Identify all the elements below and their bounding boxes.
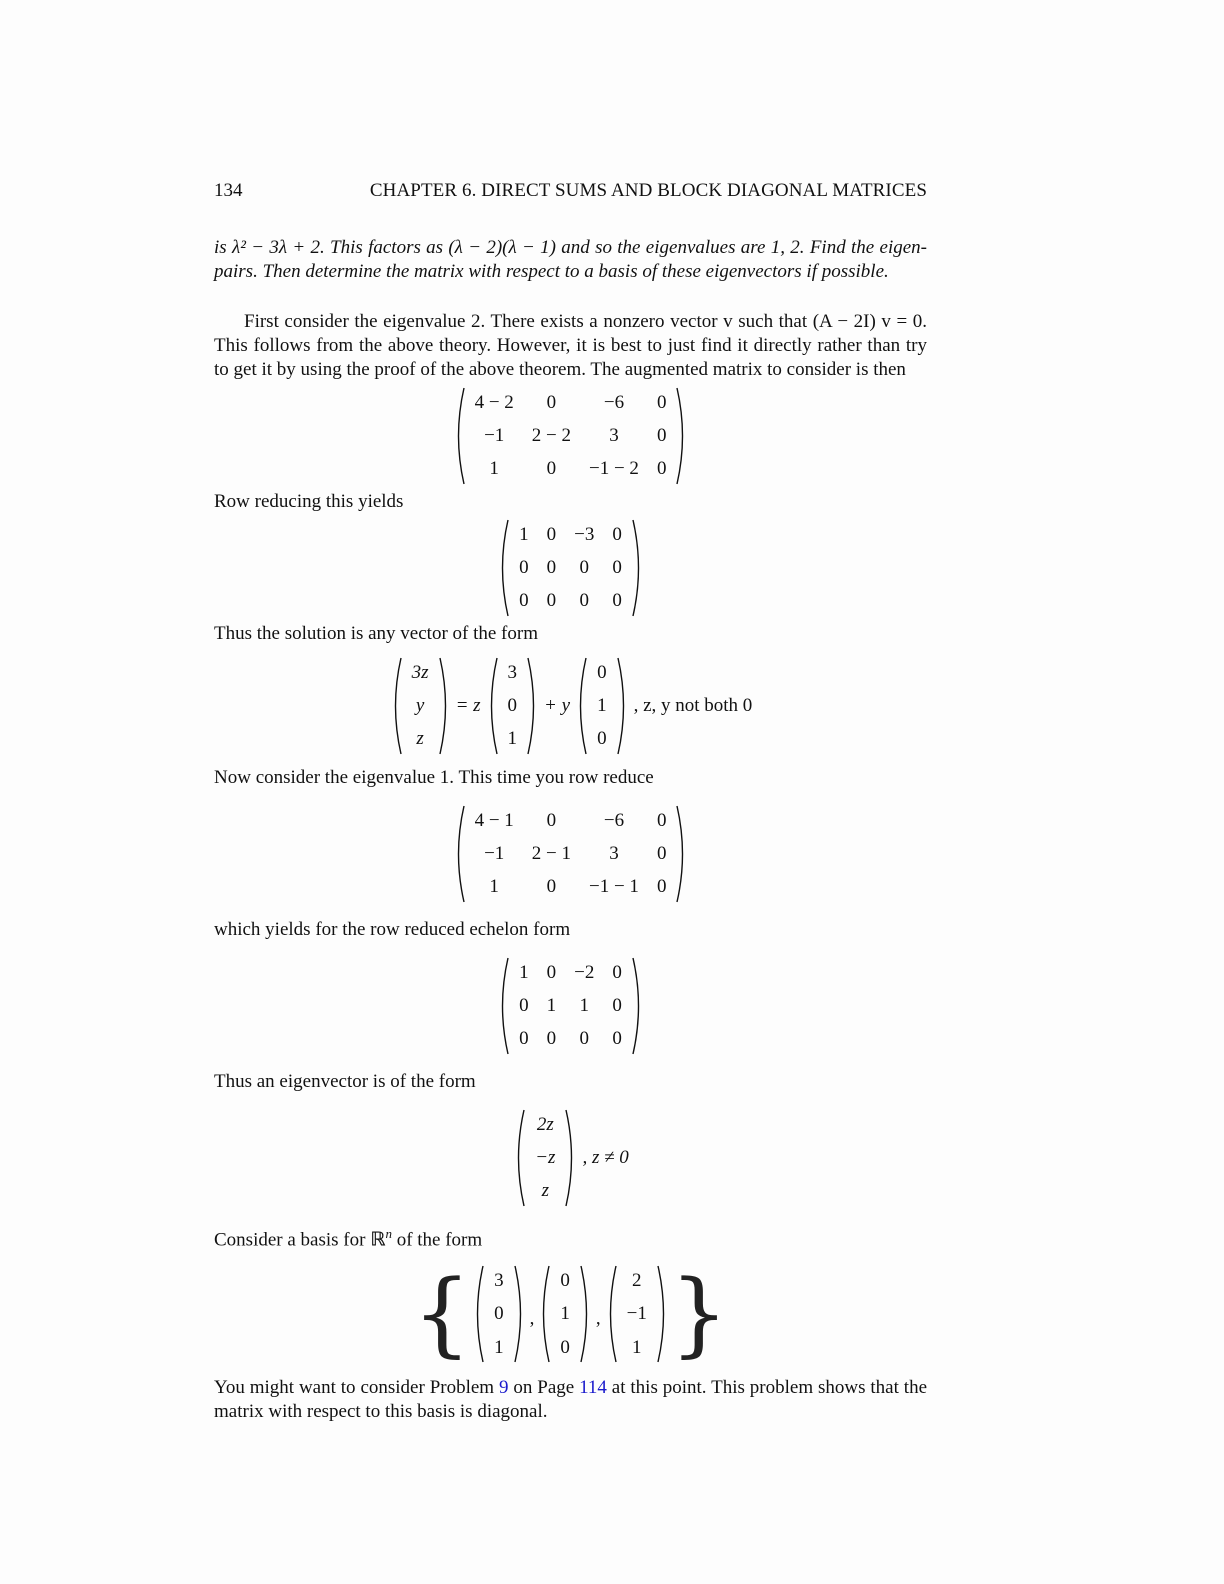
matrix-cell: 0 <box>656 391 667 413</box>
vector-row <box>499 689 527 722</box>
matrix-cell: 0 <box>519 590 529 612</box>
vector-entry: 1 <box>597 694 607 716</box>
matrix-cell: 0 <box>546 876 557 898</box>
matrix-cells <box>466 386 676 486</box>
matrix <box>452 386 690 486</box>
matrix-cells <box>510 956 631 1056</box>
matrix-cell: 0 <box>579 590 589 612</box>
matrix-cell: 4 − 1 <box>474 809 514 831</box>
augmented-matrix-2 <box>214 804 927 904</box>
left-paren <box>485 656 499 756</box>
vector-cells <box>526 1108 564 1208</box>
reduced-matrix-2 <box>214 956 927 1056</box>
matrix-cell: 0 <box>579 1028 589 1050</box>
matrix <box>496 956 645 1056</box>
left-paren <box>574 656 588 756</box>
page-link[interactable]: 114 <box>579 1377 607 1399</box>
vector-entry: 0 <box>494 1303 504 1325</box>
superscript-n: n <box>385 1226 392 1241</box>
right-brace: } <box>669 1260 729 1368</box>
left-paren <box>537 1264 551 1364</box>
closing-text-1: You might want to consider Problem <box>214 1377 499 1399</box>
vector-row <box>403 723 438 756</box>
vector-row <box>588 656 616 689</box>
problem-link[interactable]: 9 <box>498 1377 509 1399</box>
vector-entry: 2 <box>632 1269 642 1291</box>
vector-row <box>526 1141 564 1174</box>
text-solution-form: Thus the solution is any vector of the form <box>214 623 538 644</box>
vector-entry: 3 <box>507 661 518 683</box>
matrix-cell: 1 <box>579 994 589 1016</box>
right-paren <box>631 518 645 618</box>
matrix-cell: 0 <box>656 876 667 898</box>
basis-set <box>214 1260 927 1368</box>
basis-vector-1 <box>471 1264 527 1364</box>
reals-symbol: ℝ <box>370 1228 386 1251</box>
text-eigenvector-form: Thus an eigenvector is of the form <box>214 1071 476 1092</box>
vector-cells <box>485 1264 513 1364</box>
vector-entry: 1 <box>632 1336 642 1358</box>
vector-row <box>403 689 438 722</box>
vector-entry: 0 <box>507 694 518 716</box>
matrix-cell: 1 <box>519 523 529 545</box>
right-paren <box>438 656 452 756</box>
matrix-cell: −1 − 1 <box>589 876 639 898</box>
vector-cells <box>588 656 616 756</box>
matrix-row <box>510 585 631 618</box>
vector-row <box>551 1331 579 1364</box>
matrix-cell: 0 <box>546 391 557 413</box>
vector-entry: 0 <box>560 1336 570 1358</box>
vector-row <box>485 1331 513 1364</box>
matrix-cell: 0 <box>656 809 667 831</box>
vector-row <box>485 1298 513 1331</box>
equals-z: = z <box>455 695 481 716</box>
text-basis-a: Consider a basis for <box>214 1229 371 1251</box>
right-paren <box>526 656 540 756</box>
vector-row <box>618 1331 656 1364</box>
matrix-row <box>510 989 631 1022</box>
vector <box>512 1108 578 1208</box>
vector-row <box>526 1108 564 1141</box>
matrix-cell: 0 <box>612 994 622 1016</box>
text-basis <box>214 1222 927 1252</box>
vector-row <box>499 656 527 689</box>
vector-left <box>389 656 452 756</box>
matrix-cell: 0 <box>519 994 529 1016</box>
matrix-cell: 2 − 2 <box>531 424 571 446</box>
left-paren <box>496 518 510 618</box>
text-rref: which yields for the row reduced echelon form <box>214 919 571 940</box>
right-paren <box>675 386 689 486</box>
vector-entry: 1 <box>494 1336 504 1358</box>
matrix-cell: 0 <box>519 1028 529 1050</box>
matrix-row <box>466 419 676 452</box>
left-paren <box>604 1264 618 1364</box>
matrix-cell: 0 <box>612 590 622 612</box>
matrix-cells <box>510 518 631 618</box>
matrix-cell: −1 <box>484 424 505 446</box>
right-paren <box>631 956 645 1056</box>
left-paren <box>471 1264 485 1364</box>
vector-entry: y <box>415 694 425 716</box>
left-paren <box>389 656 403 756</box>
vector-row <box>551 1264 579 1297</box>
matrix-cell: 0 <box>612 1028 622 1050</box>
vector-row <box>588 723 616 756</box>
vector-row <box>485 1264 513 1297</box>
condition-text: , z, y not both 0 <box>633 695 753 716</box>
matrix-cell: 1 <box>489 876 499 898</box>
matrix-cell: −1 − 2 <box>589 458 639 480</box>
vector-entry: −z <box>535 1146 556 1168</box>
solution-equation <box>214 656 927 756</box>
matrix-cell: −1 <box>484 842 505 864</box>
vector-cells <box>551 1264 579 1364</box>
matrix-cell: 0 <box>546 1028 557 1050</box>
vector-row <box>618 1298 656 1331</box>
matrix-cell: −2 <box>574 961 595 983</box>
text-row-reducing: Row reducing this yields <box>214 491 404 512</box>
matrix-cell: 0 <box>546 590 557 612</box>
vector-mid <box>485 656 541 756</box>
matrix-cell: −3 <box>574 523 595 545</box>
matrix-cell: 0 <box>546 809 557 831</box>
vector-entry: 2z <box>536 1113 554 1135</box>
basis-vector-3 <box>604 1264 670 1364</box>
comma: , <box>595 1308 601 1330</box>
eigenvector-equation <box>214 1108 927 1208</box>
matrix-cell: 0 <box>612 556 622 578</box>
matrix-cell: 3 <box>609 842 619 864</box>
right-paren <box>564 1108 578 1208</box>
matrix-cell: 1 <box>519 961 529 983</box>
vector-entry: 0 <box>597 661 607 683</box>
matrix-cells <box>466 804 676 904</box>
vector-entry: z <box>416 728 424 750</box>
page-number: 134 <box>214 180 243 201</box>
matrix-cell: 0 <box>656 424 667 446</box>
matrix-cell: 2 − 1 <box>531 842 571 864</box>
vector-entry: 1 <box>560 1303 570 1325</box>
running-header <box>214 180 927 210</box>
matrix-cell: 0 <box>656 842 667 864</box>
left-brace: { <box>412 1260 472 1368</box>
left-paren <box>496 956 510 1056</box>
plus-y: + y <box>544 695 571 716</box>
matrix-cell: −6 <box>603 809 625 831</box>
right-paren <box>616 656 630 756</box>
matrix-cell: 0 <box>546 556 557 578</box>
matrix-cell: 0 <box>546 961 557 983</box>
vector-row <box>499 723 527 756</box>
vector-row <box>551 1298 579 1331</box>
vector-row <box>403 656 438 689</box>
vector-row <box>618 1264 656 1297</box>
matrix-row <box>466 871 676 904</box>
vector-entry: −1 <box>626 1303 647 1325</box>
matrix-row <box>466 804 676 837</box>
matrix-cell: 4 − 2 <box>474 391 514 413</box>
matrix <box>496 518 645 618</box>
vector-entry: 0 <box>597 728 607 750</box>
right-paren <box>579 1264 593 1364</box>
comma: , <box>529 1308 535 1330</box>
matrix-cell: 0 <box>579 556 589 578</box>
vector-cells <box>499 656 527 756</box>
matrix-row <box>510 551 631 584</box>
matrix-cell: 3 <box>609 424 619 446</box>
matrix-cell: 1 <box>546 994 557 1016</box>
matrix-row <box>466 386 676 419</box>
chapter-title: CHAPTER 6. DIRECT SUMS AND BLOCK DIAGONAL MATRICES <box>369 180 927 201</box>
matrix-cell: 0 <box>519 556 529 578</box>
vector-entry: 3 <box>494 1269 504 1291</box>
left-paren <box>452 386 466 486</box>
vector-cells <box>403 656 438 756</box>
reduced-matrix-1 <box>214 518 927 618</box>
vector-cells <box>618 1264 656 1364</box>
matrix-cell: 0 <box>656 458 667 480</box>
left-paren <box>452 804 466 904</box>
matrix-cell: 0 <box>612 961 622 983</box>
vector-entry: 3z <box>411 661 429 683</box>
condition-text: , z ≠ 0 <box>582 1147 629 1168</box>
closing-text-3: at this point. This problem shows that the matrix with respect to this basis is diagonal. <box>214 1377 927 1423</box>
left-paren <box>512 1108 526 1208</box>
matrix-cell: 0 <box>546 458 557 480</box>
vector-entry: 0 <box>560 1269 570 1291</box>
right-paren <box>656 1264 670 1364</box>
matrix-row <box>466 837 676 870</box>
closing-paragraph <box>214 1376 927 1424</box>
matrix-row <box>510 1023 631 1056</box>
closing-text-2: on Page <box>508 1377 580 1399</box>
vector-entry: 1 <box>507 728 518 750</box>
right-paren <box>513 1264 527 1364</box>
example-statement: is λ² − 3λ + 2. This factors as (λ − 2)(λ − 1) and so the eigenvalues are 1, 2. Find the eigen-pairs. Then determine the matrix with respect to a basis of these eigenvectors if possible. <box>214 237 927 282</box>
vector-entry: z <box>541 1180 550 1202</box>
matrix-row <box>466 453 676 486</box>
vector-row <box>588 689 616 722</box>
right-paren <box>675 804 689 904</box>
matrix-row <box>510 956 631 989</box>
basis-vector-2 <box>537 1264 593 1364</box>
matrix-cell: 0 <box>546 523 557 545</box>
vector-row <box>526 1175 564 1208</box>
matrix-cell: 1 <box>489 458 499 480</box>
matrix-cell: 0 <box>612 523 622 545</box>
matrix <box>452 804 690 904</box>
page <box>214 180 927 1424</box>
augmented-matrix-1 <box>214 386 927 486</box>
matrix-row <box>510 518 631 551</box>
text-eigenvalue-1: Now consider the eigenvalue 1. This time you row reduce <box>214 767 654 788</box>
text-basis-b: of the form <box>391 1229 483 1251</box>
paragraph-eigenvalue-2: First consider the eigenvalue 2. There exists a nonzero vector v such that (A − 2I) v = 0. This follows from the above theory. However, it is best to just find it directly rather than try to get it by using the proof of the above theorem. The augmented matrix to consider is then <box>214 311 927 380</box>
matrix-cell: −6 <box>603 391 625 413</box>
vector-right <box>574 656 630 756</box>
